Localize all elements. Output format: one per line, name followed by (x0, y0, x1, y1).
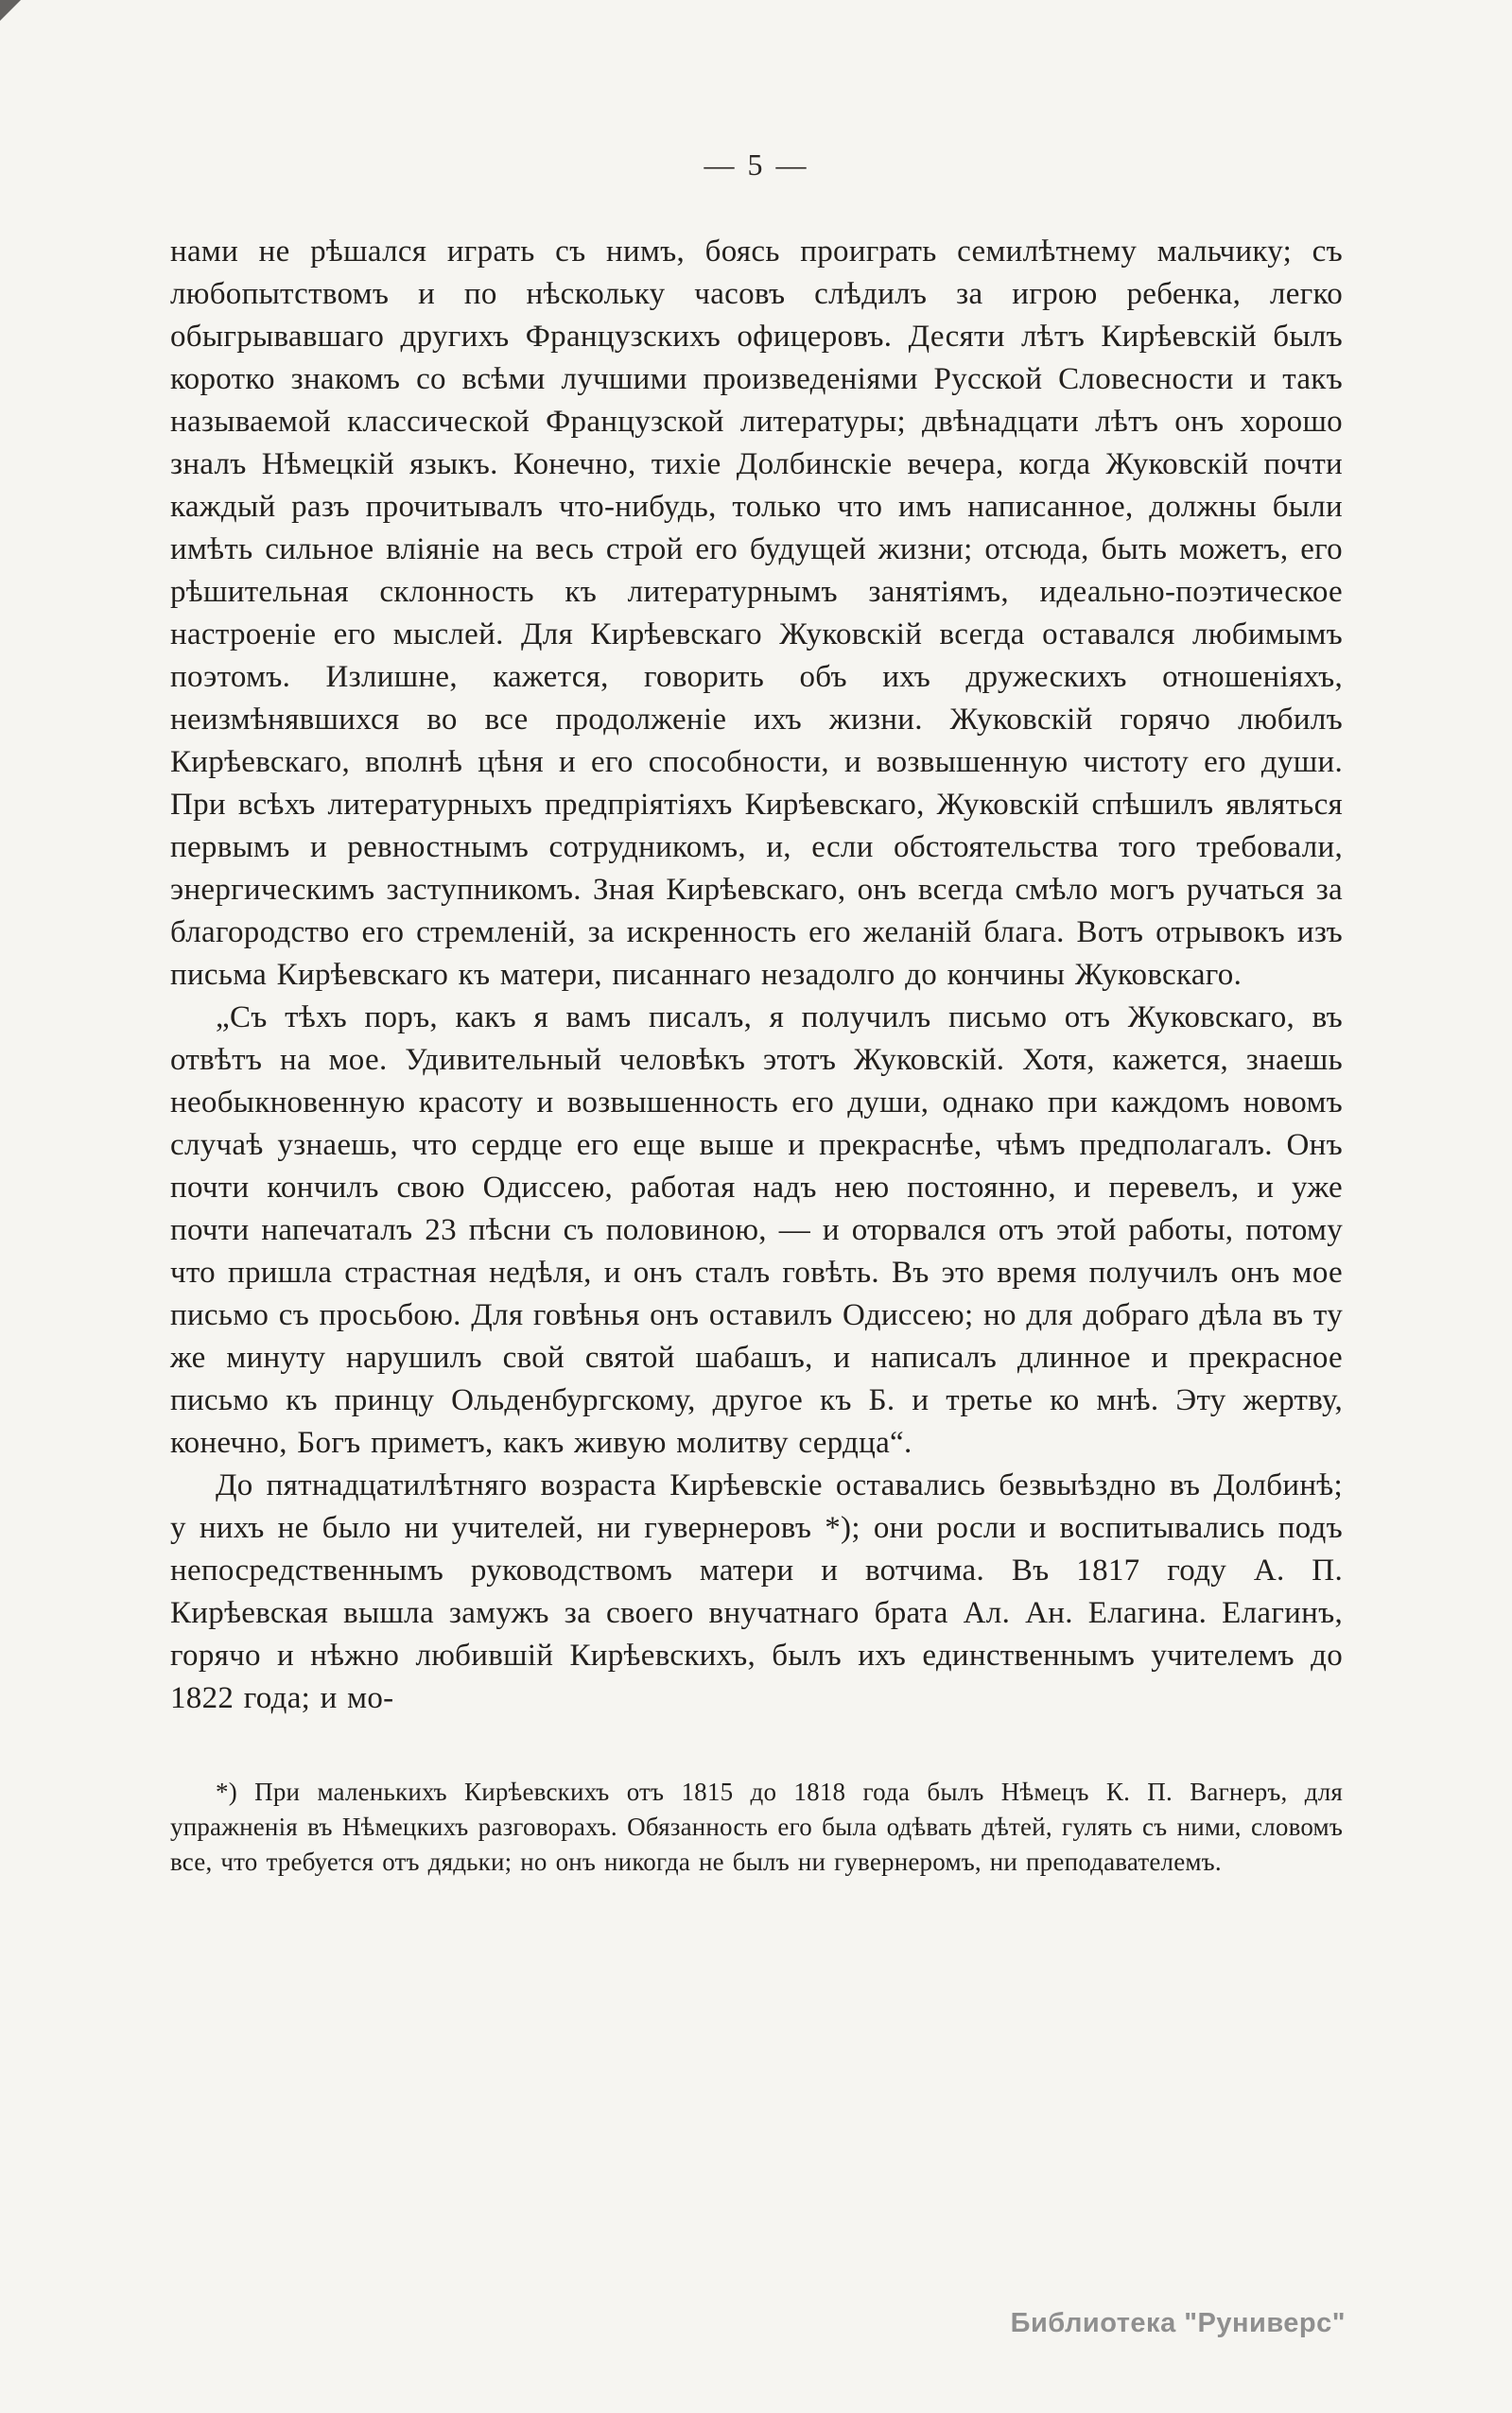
body-paragraph-continued: нами не рѣшался играть съ нимъ, боясь проиграть семилѣтнему мальчику; съ любопытствомъ и по нѣскольку часовъ слѣдилъ за игрою ребенка, легко обыгрывавшаго другихъ Французскихъ офицеровъ. Десяти лѣтъ Кирѣевскій былъ коротко знакомъ со всѣми лучшими произведеніями Русской Словесности и такъ называемой классической Французской литературы; двѣнадцати лѣтъ онъ хорошо зналъ Нѣмецкій языкъ. Конечно, тихіе Долбинскіе вечера, когда Жуковскій почти каждый разъ прочитывалъ что-нибудь, только что имъ написанное, должны были имѣть сильное вліяніе на весь строй его будущей жизни; отсюда, быть можетъ, его рѣшительная склонность къ литературнымъ занятіямъ, идеально-поэтическое настроеніе его мыслей. Для Кирѣевскаго Жуковскій всегда оставался любимымъ поэтомъ. Излишне, кажется, говорить объ ихъ дружескихъ отношеніяхъ, неизмѣнявшихся во все продолженіе ихъ жизни. Жуковскій горячо любилъ Кирѣевскаго, вполнѣ цѣня и его способности, и возвышенную чистоту его души. При всѣхъ литературныхъ предпріятіяхъ Кирѣевскаго, Жуковскій спѣшилъ являться первымъ и ревностнымъ сотрудникомъ, и, если обстоятельства того требовали, энергическимъ заступникомъ. Зная Кирѣевскаго, онъ всегда смѣло могъ ручаться за благородство его стремленій, за искренность его желаній блага. Вотъ отрывокъ изъ письма Кирѣевскаго къ матери, писаннаго незадолго до кончины Жуковскаго. (170, 234, 1343, 992)
page-number: — 5 — (704, 148, 809, 182)
scan-corner-artifact (0, 0, 21, 21)
footnote: *) При маленькихъ Кирѣевскихъ отъ 1815 до 1818 года былъ Нѣмецъ К. П. Вагнеръ, для упражненія въ Нѣмецкихъ разговорахъ. Обязанность его была одѣвать дѣтей, гулять съ ними, словомъ все, что требуется отъ дядьки; но онъ никогда не былъ ни гувернеромъ, ни преподавателемъ. (170, 1778, 1343, 1876)
library-watermark: Библиотека "Руниверс" (1010, 2308, 1346, 2338)
quote-paragraph-letter-excerpt: „Съ тѣхъ поръ, какъ я вамъ писалъ, я получилъ письмо отъ Жуковскаго, въ отвѣтъ на мое. Удивительный человѣкъ этотъ Жуковскій. Хотя, кажется, знаешь необыкновенную красоту и возвышенность его души, однако при каждомъ новомъ случаѣ узнаешь, что сердце его еще выше и прекраснѣе, чѣмъ предполагалъ. Онъ почти кончилъ свою Одиссею, работая надъ нею постоянно, и перевелъ, и уже почти напечаталъ 23 пѣсни съ половиною, — и оторвался отъ этой работы, потому что пришла страстная недѣля, и онъ сталъ говѣть. Въ это время получилъ онъ мое письмо съ просьбою. Для говѣнья онъ оставилъ Одиссею; но для добраго дѣла въ ту же минуту нарушилъ свой святой шабашъ, и написалъ длинное и прекрасное письмо къ принцу Ольденбургскому, другое къ Б. и третье ко мнѣ. Эту жертву, конечно, Богъ приметъ, какъ живую молитву сердца“. (170, 1000, 1343, 1460)
text-block (170, 231, 1343, 1880)
body-paragraph-upbringing: До пятнадцатилѣтняго возраста Кирѣевскіе оставались безвыѣздно въ Долбинѣ; у нихъ не было ни учителей, ни гувернеровъ *); они росли и воспитывались подъ непосредственнымъ руководствомъ матери и вотчима. Въ 1817 году А. П. Кирѣевская вышла замужъ за своего внучатнаго брата Ал. Ан. Елагина. Елагинъ, горячо и нѣжно любившій Кирѣевскихъ, былъ ихъ единственнымъ учителемъ до 1822 года; и мо- (170, 1468, 1343, 1715)
